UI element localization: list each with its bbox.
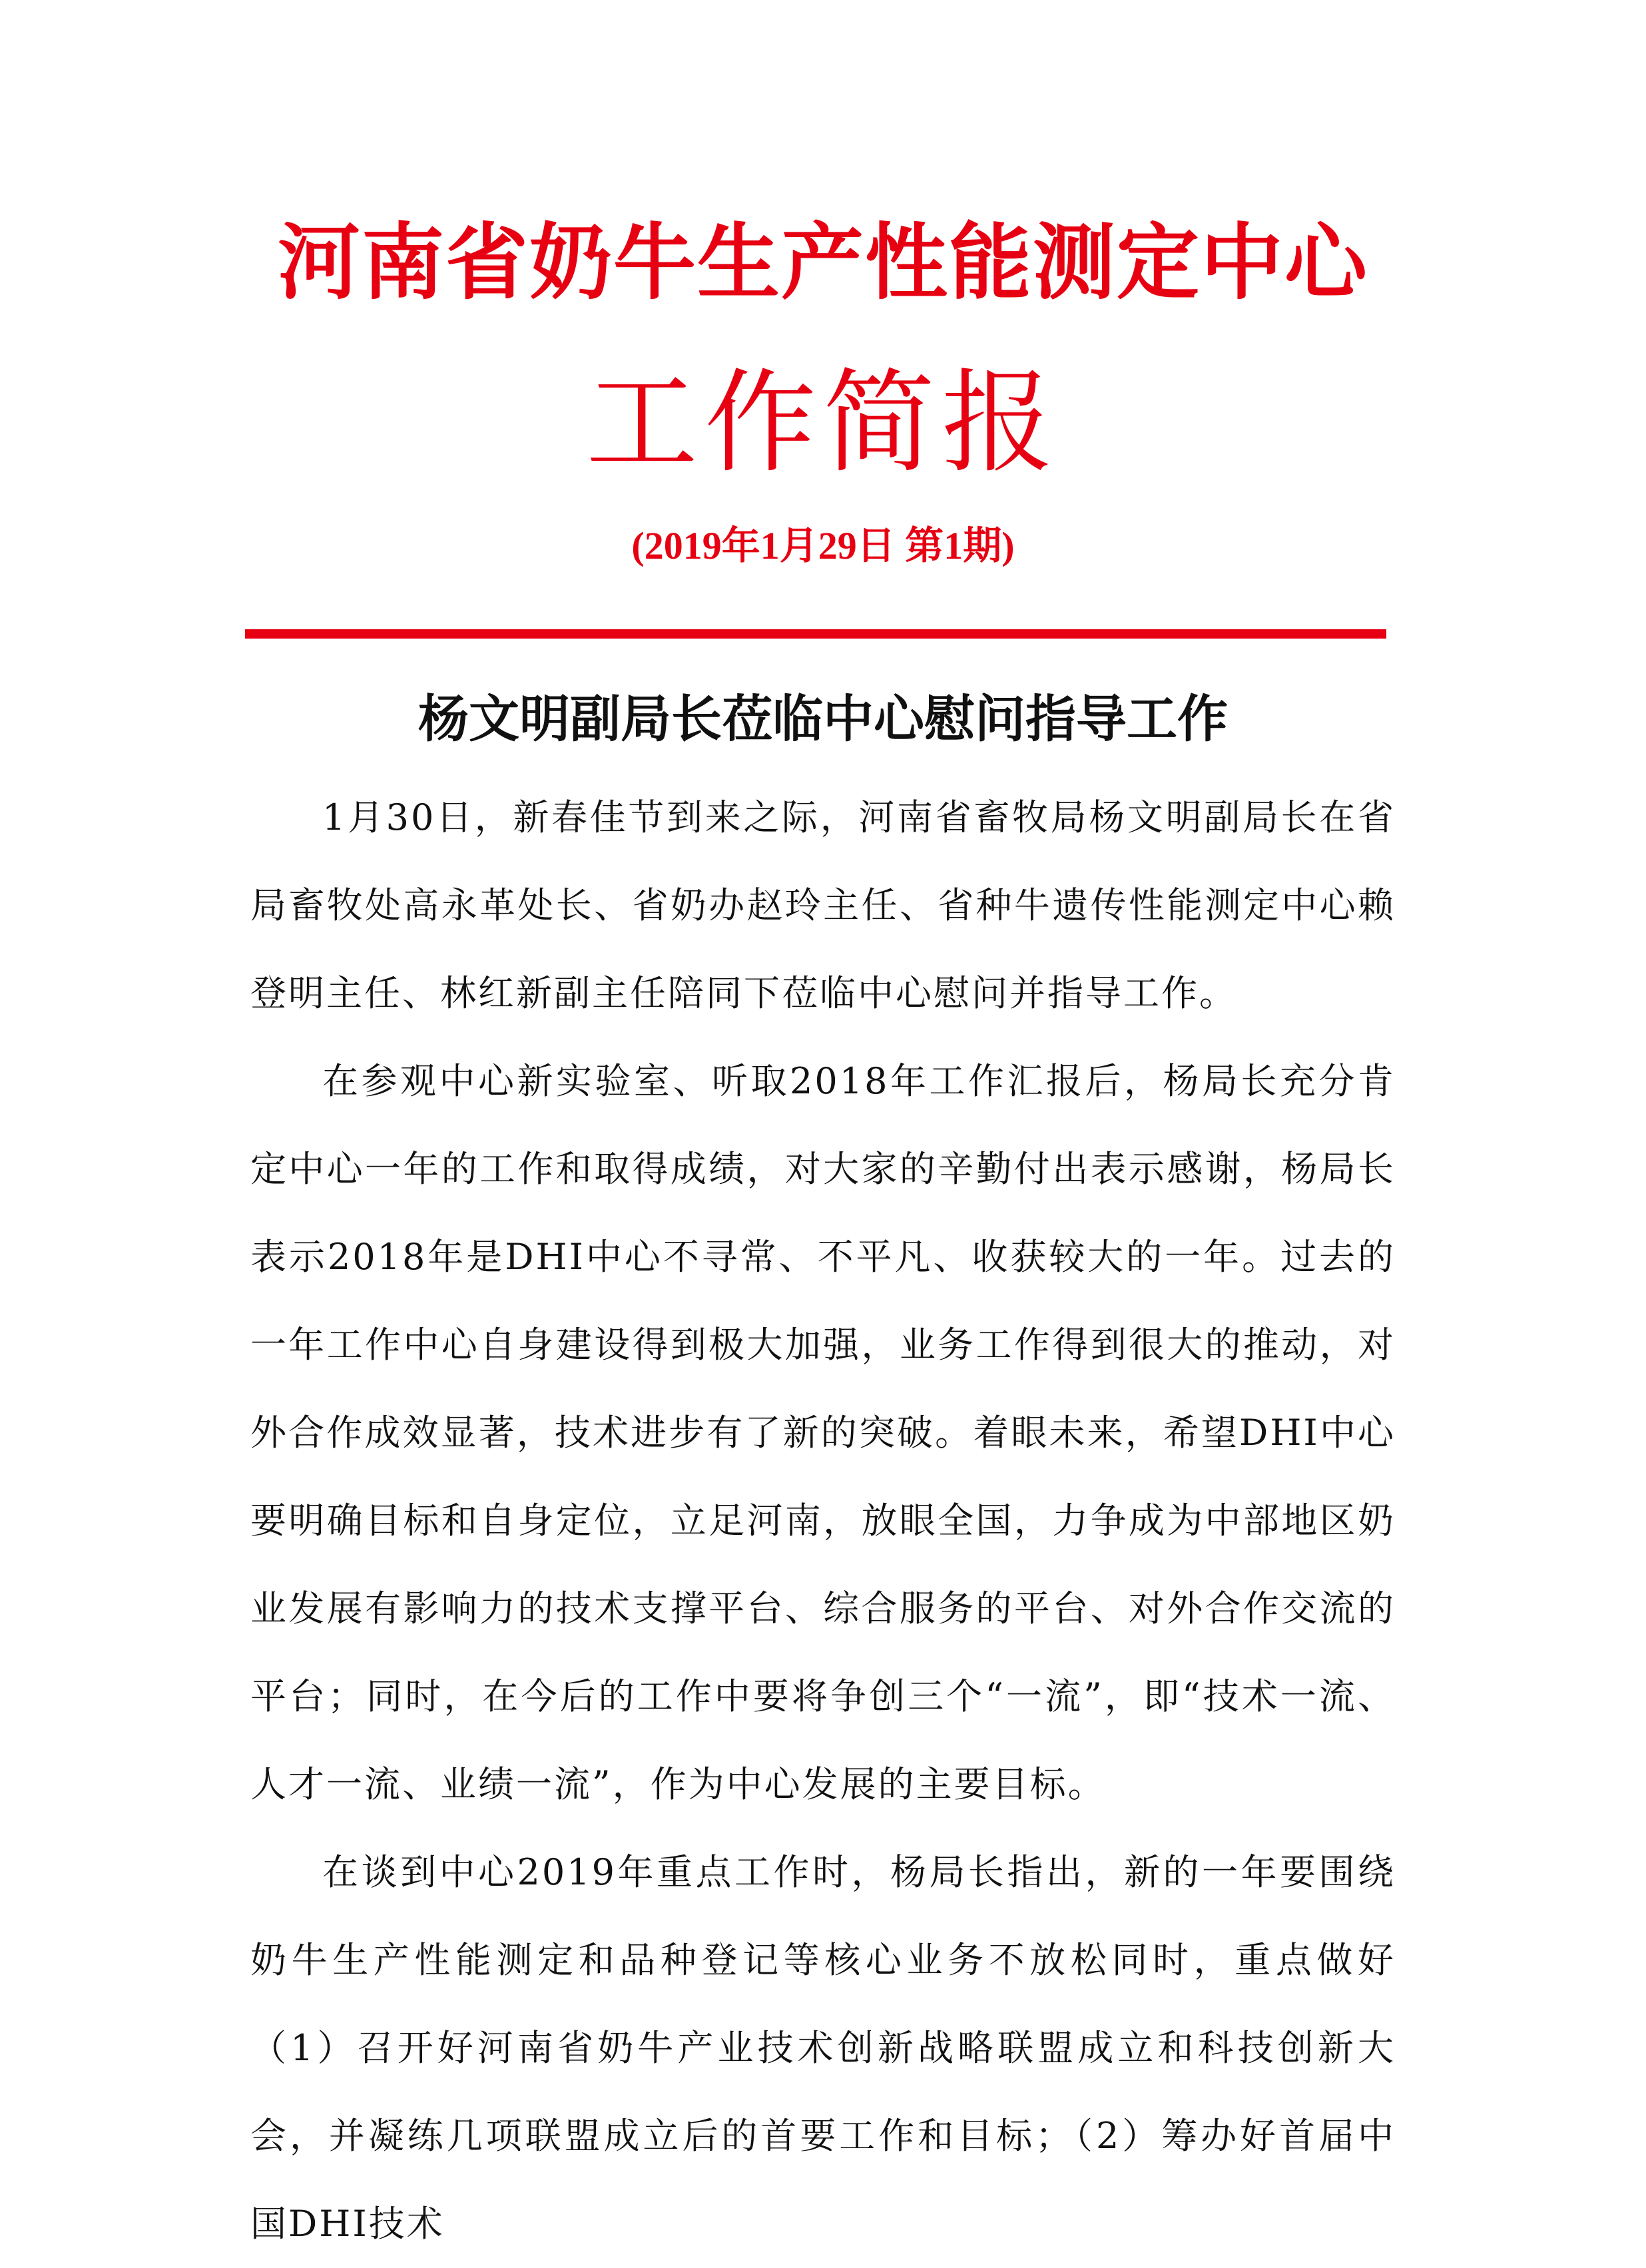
article-body: [250, 774, 1396, 2268]
article-title: 杨文明副局长莅临中心慰问指导工作: [418, 689, 1228, 748]
bulletin-title: 工作简报: [586, 358, 1060, 488]
paragraph-1: 1月30日，新春佳节到来之际，河南省畜牧局杨文明副局长在省局畜牧处高永革处长、省奶办赵玲主任、省种牛遗传性能测定中心赖登明主任、林红新副主任陪同下莅临中心慰问并指导工作。: [250, 796, 1396, 1014]
paragraph-2: 在参观中心新实验室、听取2018年工作汇报后，杨局长充分肯定中心一年的工作和取得成绩，对大家的辛勤付出表示感谢，杨局长表示2018年是DHI中心不寻常、不平凡、收获较大的一年。过去的一年工作中心自身建设得到极大加强，业务工作得到很大的推动，对外合作成效显著，技术进步有了新的突破。着眼未来，希望DHI中心要明确目标和自身定位，立足河南，放眼全国，力争成为中部地区奶业发展有影响力的技术支撑平台、综合服务的平台、对外合作交流的平台；同时，在今后的工作中要将争创三个“一流”，即“技术一流、人才一流、业绩一流”，作为中心发展的主要目标。: [250, 1060, 1396, 1805]
header-divider: [245, 629, 1386, 639]
issue-line: (2019年1月29日 第1期): [631, 524, 1015, 567]
paragraph-3: 在谈到中心2019年重点工作时，杨局长指出，新的一年要围绕奶牛生产性能测定和品种登记等核心业务不放松同时，重点做好（1）召开好河南省奶牛产业技术创新战略联盟成立和科技创新大会，并凝练几项联盟成立后的首要工作和目标；（2）筹办好首届中国DHI技术: [250, 1851, 1396, 2245]
org-title: 河南省奶牛生产性能测定中心: [277, 215, 1368, 311]
